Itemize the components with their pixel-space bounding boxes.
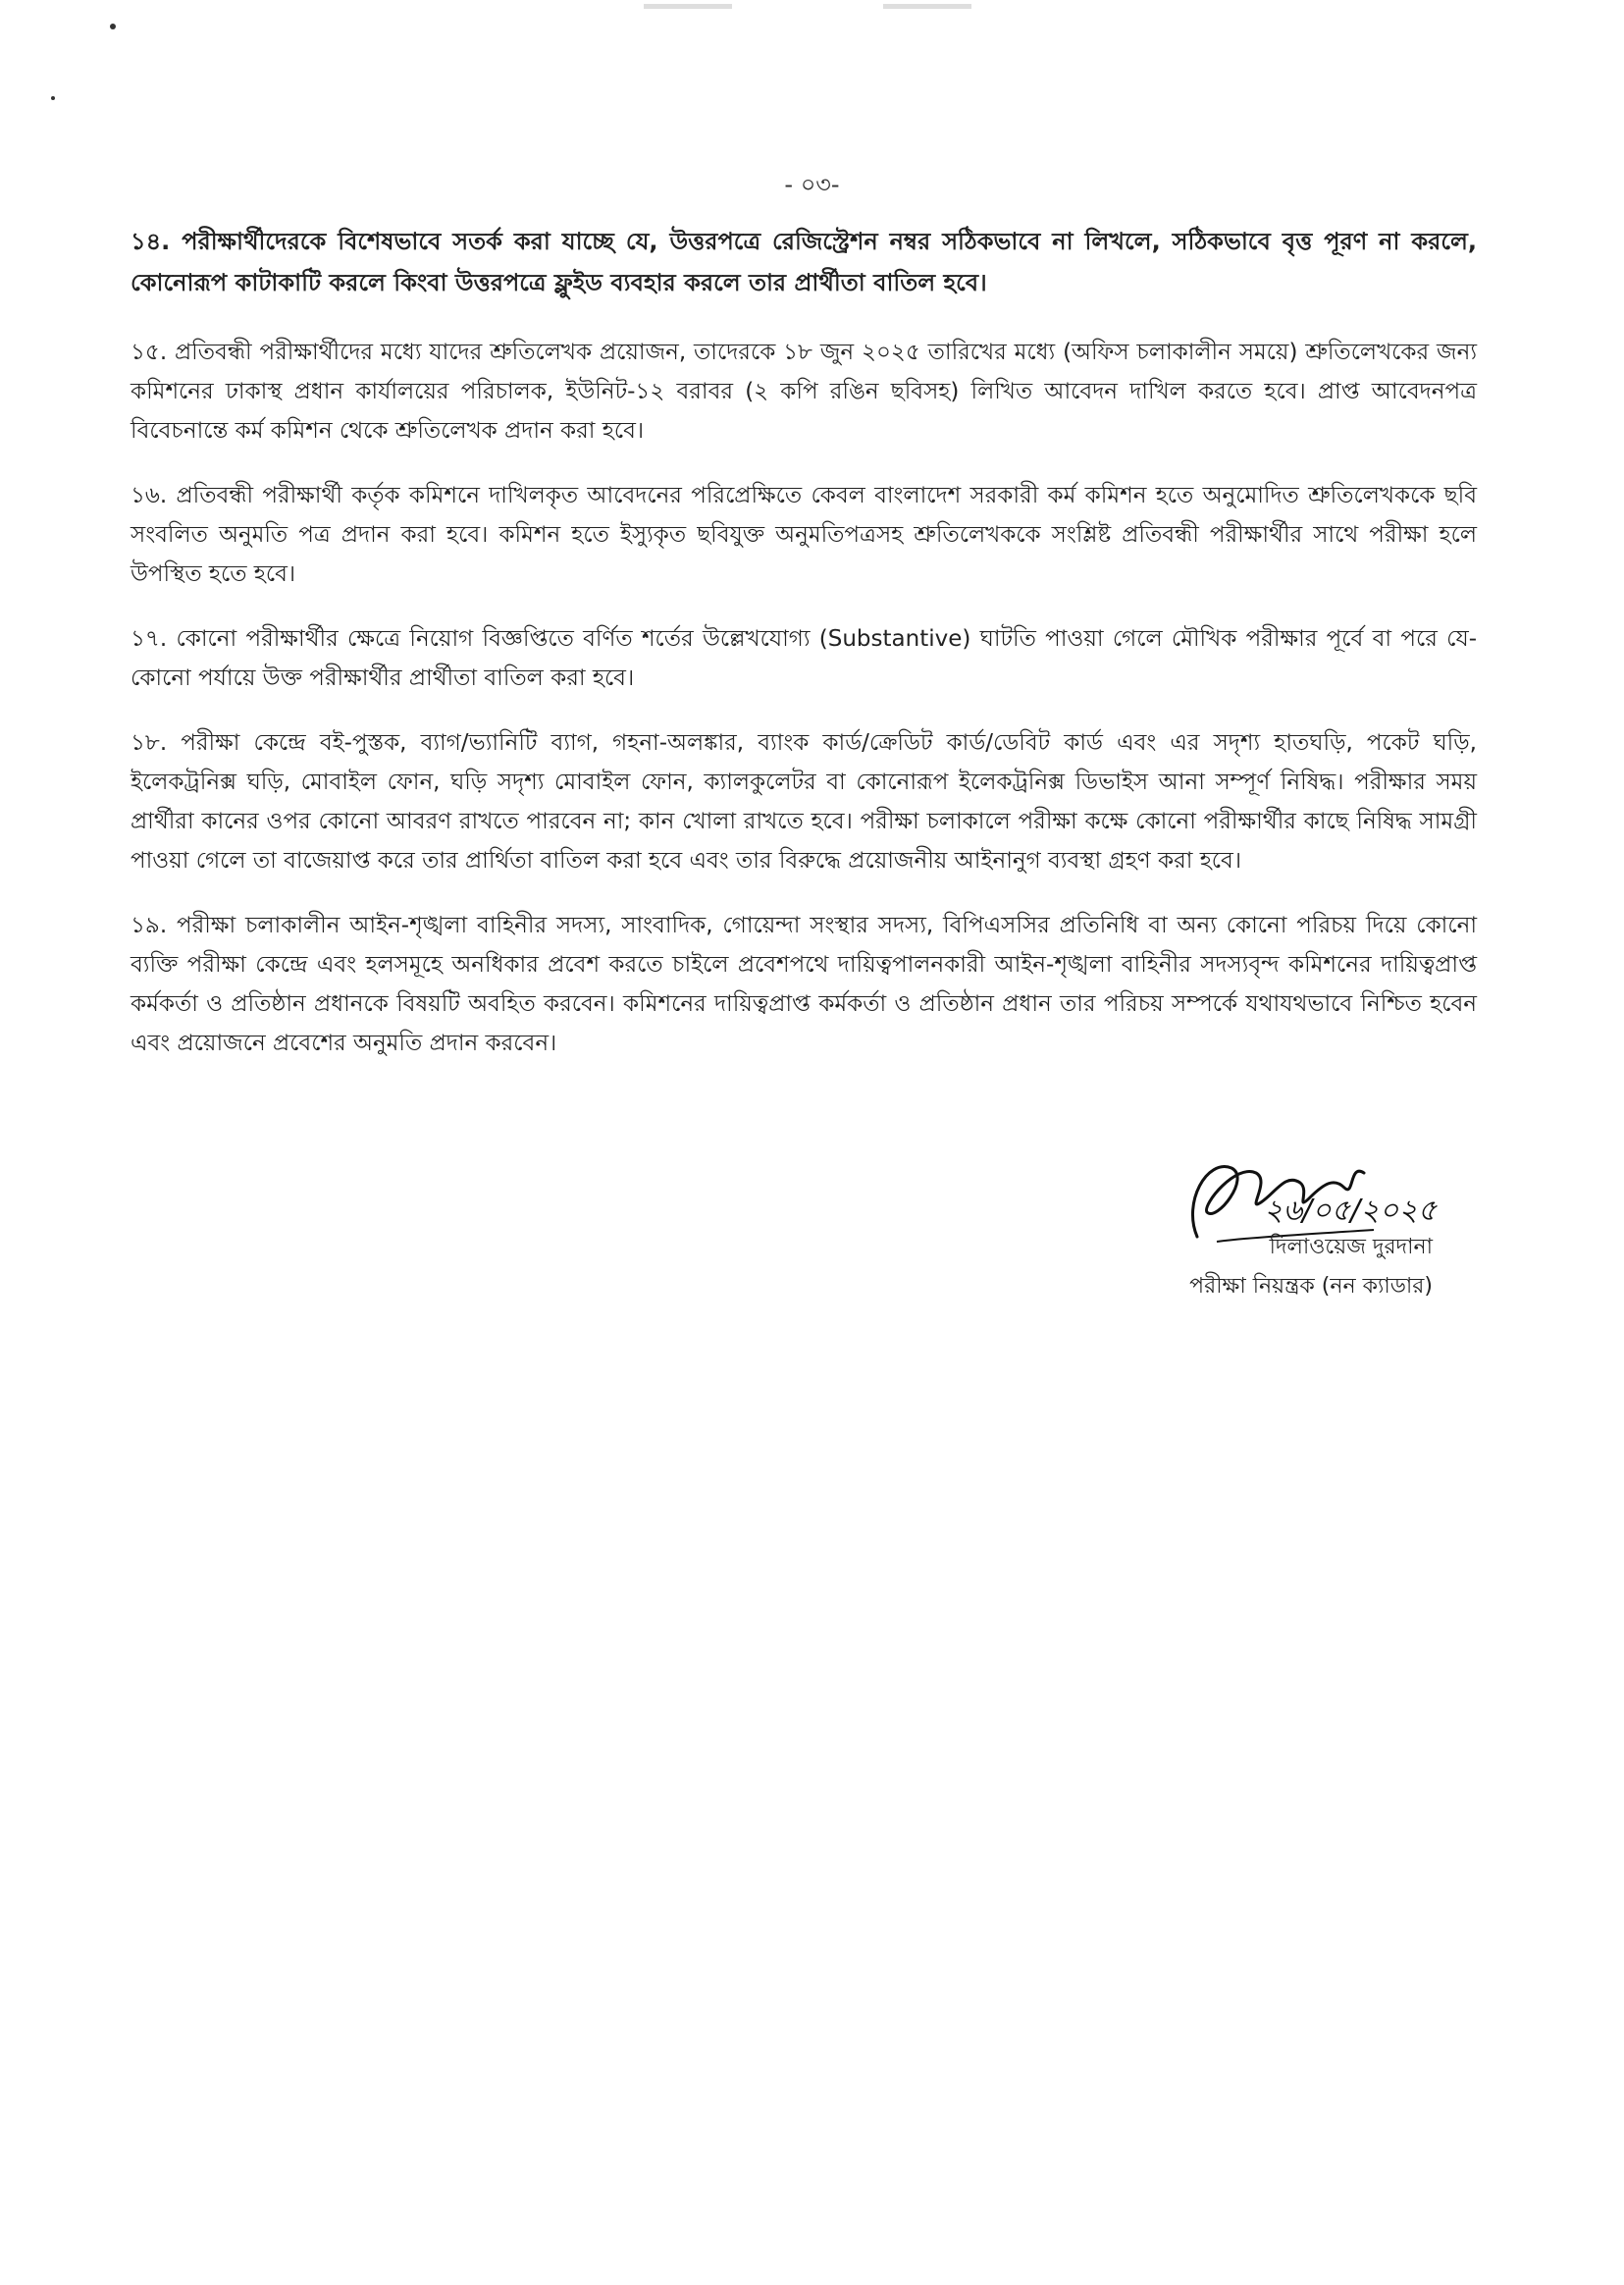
page-number: - ০৩- xyxy=(784,171,840,198)
signatory-title: পরীক্ষা নিয়ন্ত্রক (নন ক্যাডার) xyxy=(1189,1274,1433,1299)
paragraph-17: ১৭. কোনো পরীক্ষার্থীর ক্ষেত্রে নিয়োগ বিজ্ঞপ্তিতে বর্ণিত শর্তের উল্লেখযোগ্য (Substantive) ঘাটতি পাওয়া গেলে মৌখিক পরীক্ষার পূর্বে বা পরে যে-কোনো পর্যায়ে উক্ত পরীক্ষার্থীর প্রার্থীতা বাতিল করা হবে। xyxy=(131,626,1477,691)
document-body xyxy=(131,221,1477,1089)
signature-date: ২৬/০৫/২০২৫ xyxy=(1264,1194,1438,1228)
scan-speck xyxy=(51,96,55,100)
paragraph-16: ১৬. প্রতিবন্ধী পরীক্ষার্থী কর্তৃক কমিশনে দাখিলকৃত আবেদনের পরিপ্রেক্ষিতে কেবল বাংলাদেশ সরকারী কর্ম কমিশন হতে অনুমোদিত শ্রুতিলেখককে ছবি সংবলিত অনুমতি পত্র প্রদান করা হবে। কমিশন হতে ইস্যুকৃত ছবিযুক্ত অনুমতিপত্রসহ শ্রুতিলেখককে সংশ্লিষ্ট প্রতিবন্ধী পরীক্ষার্থীর সাথে পরীক্ষা হলে উপস্থিত হতে হবে। xyxy=(131,483,1477,587)
scan-artifact xyxy=(883,4,971,9)
scan-artifact xyxy=(644,4,732,9)
paragraph-15: ১৫. প্রতিবন্ধী পরীক্ষার্থীদের মধ্যে যাদের শ্রুতিলেখক প্রয়োজন, তাদেরকে ১৮ জুন ২০২৫ তারিখের মধ্যে (অফিস চলাকালীন সময়ে) শ্রুতিলেখকের জন্য কমিশনের ঢাকাস্থ প্রধান কার্যালয়ের পরিচালক, ইউনিট-১২ বরাবর (২ কপি রঙিন ছবিসহ) লিখিত আবেদন দাখিল করতে হবে। প্রাপ্ত আবেদনপত্র বিবেচনান্তে কর্ম কমিশন থেকে শ্রুতিলেখক প্রদান করা হবে। xyxy=(131,340,1477,444)
scan-speck xyxy=(110,24,116,29)
paragraph-18: ১৮. পরীক্ষা কেন্দ্রে বই-পুস্তক, ব্যাগ/ভ্যানিটি ব্যাগ, গহনা-অলঙ্কার, ব্যাংক কার্ড/ক্রেডিট কার্ড/ডেবিট কার্ড এবং এর সদৃশ্য হাতঘড়ি, পকেট ঘড়ি, ইলেকট্রনিক্স ঘড়ি, মোবাইল ফোন, ঘড়ি সদৃশ্য মোবাইল ফোন, ক্যালকুলেটর বা কোনোরূপ ইলেকট্রনিক্স ডিভাইস আনা সম্পূর্ণ নিষিদ্ধ। পরীক্ষার সময় প্রার্থীরা কানের ওপর কোনো আবরণ রাখতে পারবেন না; কান খোলা রাখতে হবে। পরীক্ষা চলাকালে পরীক্ষা কক্ষে কোনো পরীক্ষার্থীর কাছে নিষিদ্ধ সামগ্রী পাওয়া গেলে তা বাজেয়াপ্ত করে তার প্রার্থিতা বাতিল করা হবে এবং তার বিরুদ্ধে প্রয়োজনীয় আইনানুগ ব্যবস্থা গ্রহণ করা হবে। xyxy=(131,730,1477,874)
signatory-name: দিলাওয়েজ দুরদানা xyxy=(1269,1235,1433,1259)
signature-block xyxy=(1099,1143,1472,1320)
paragraph-14: ১৪. পরীক্ষার্থীদেরকে বিশেষভাবে সতর্ক করা যাচ্ছে যে, উত্তরপত্রে রেজিস্ট্রেশন নম্বর সঠিকভাবে না লিখলে, সঠিকভাবে বৃত্ত পূরণ না করলে, কোনোরূপ কাটাকাটি করলে কিংবা উত্তরপত্রে ফ্লুইড ব্যবহার করলে তার প্রার্থীতা বাতিল হবে। xyxy=(131,228,1477,296)
paragraph-19: ১৯. পরীক্ষা চলাকালীন আইন-শৃঙ্খলা বাহিনীর সদস্য, সাংবাদিক, গোয়েন্দা সংস্থার সদস্য, বিপিএসসির প্রতিনিধি বা অন্য কোনো পরিচয় দিয়ে কোনো ব্যক্তি পরীক্ষা কেন্দ্রে এবং হলসমূহে অনধিকার প্রবেশ করতে চাইলে প্রবেশপথে দায়িত্বপালনকারী আইন-শৃঙ্খলা বাহিনীর সদস্যবৃন্দ কমিশনের দায়িত্বপ্রাপ্ত কর্মকর্তা ও প্রতিষ্ঠান প্রধানকে বিষয়টি অবহিত করবেন। কমিশনের দায়িত্বপ্রাপ্ত কর্মকর্তা ও প্রতিষ্ঠান প্রধান তার পরিচয় সম্পর্কে যথাযথভাবে নিশ্চিত হবেন এবং প্রয়োজনে প্রবেশের অনুমতি প্রদান করবেন। xyxy=(131,913,1477,1056)
